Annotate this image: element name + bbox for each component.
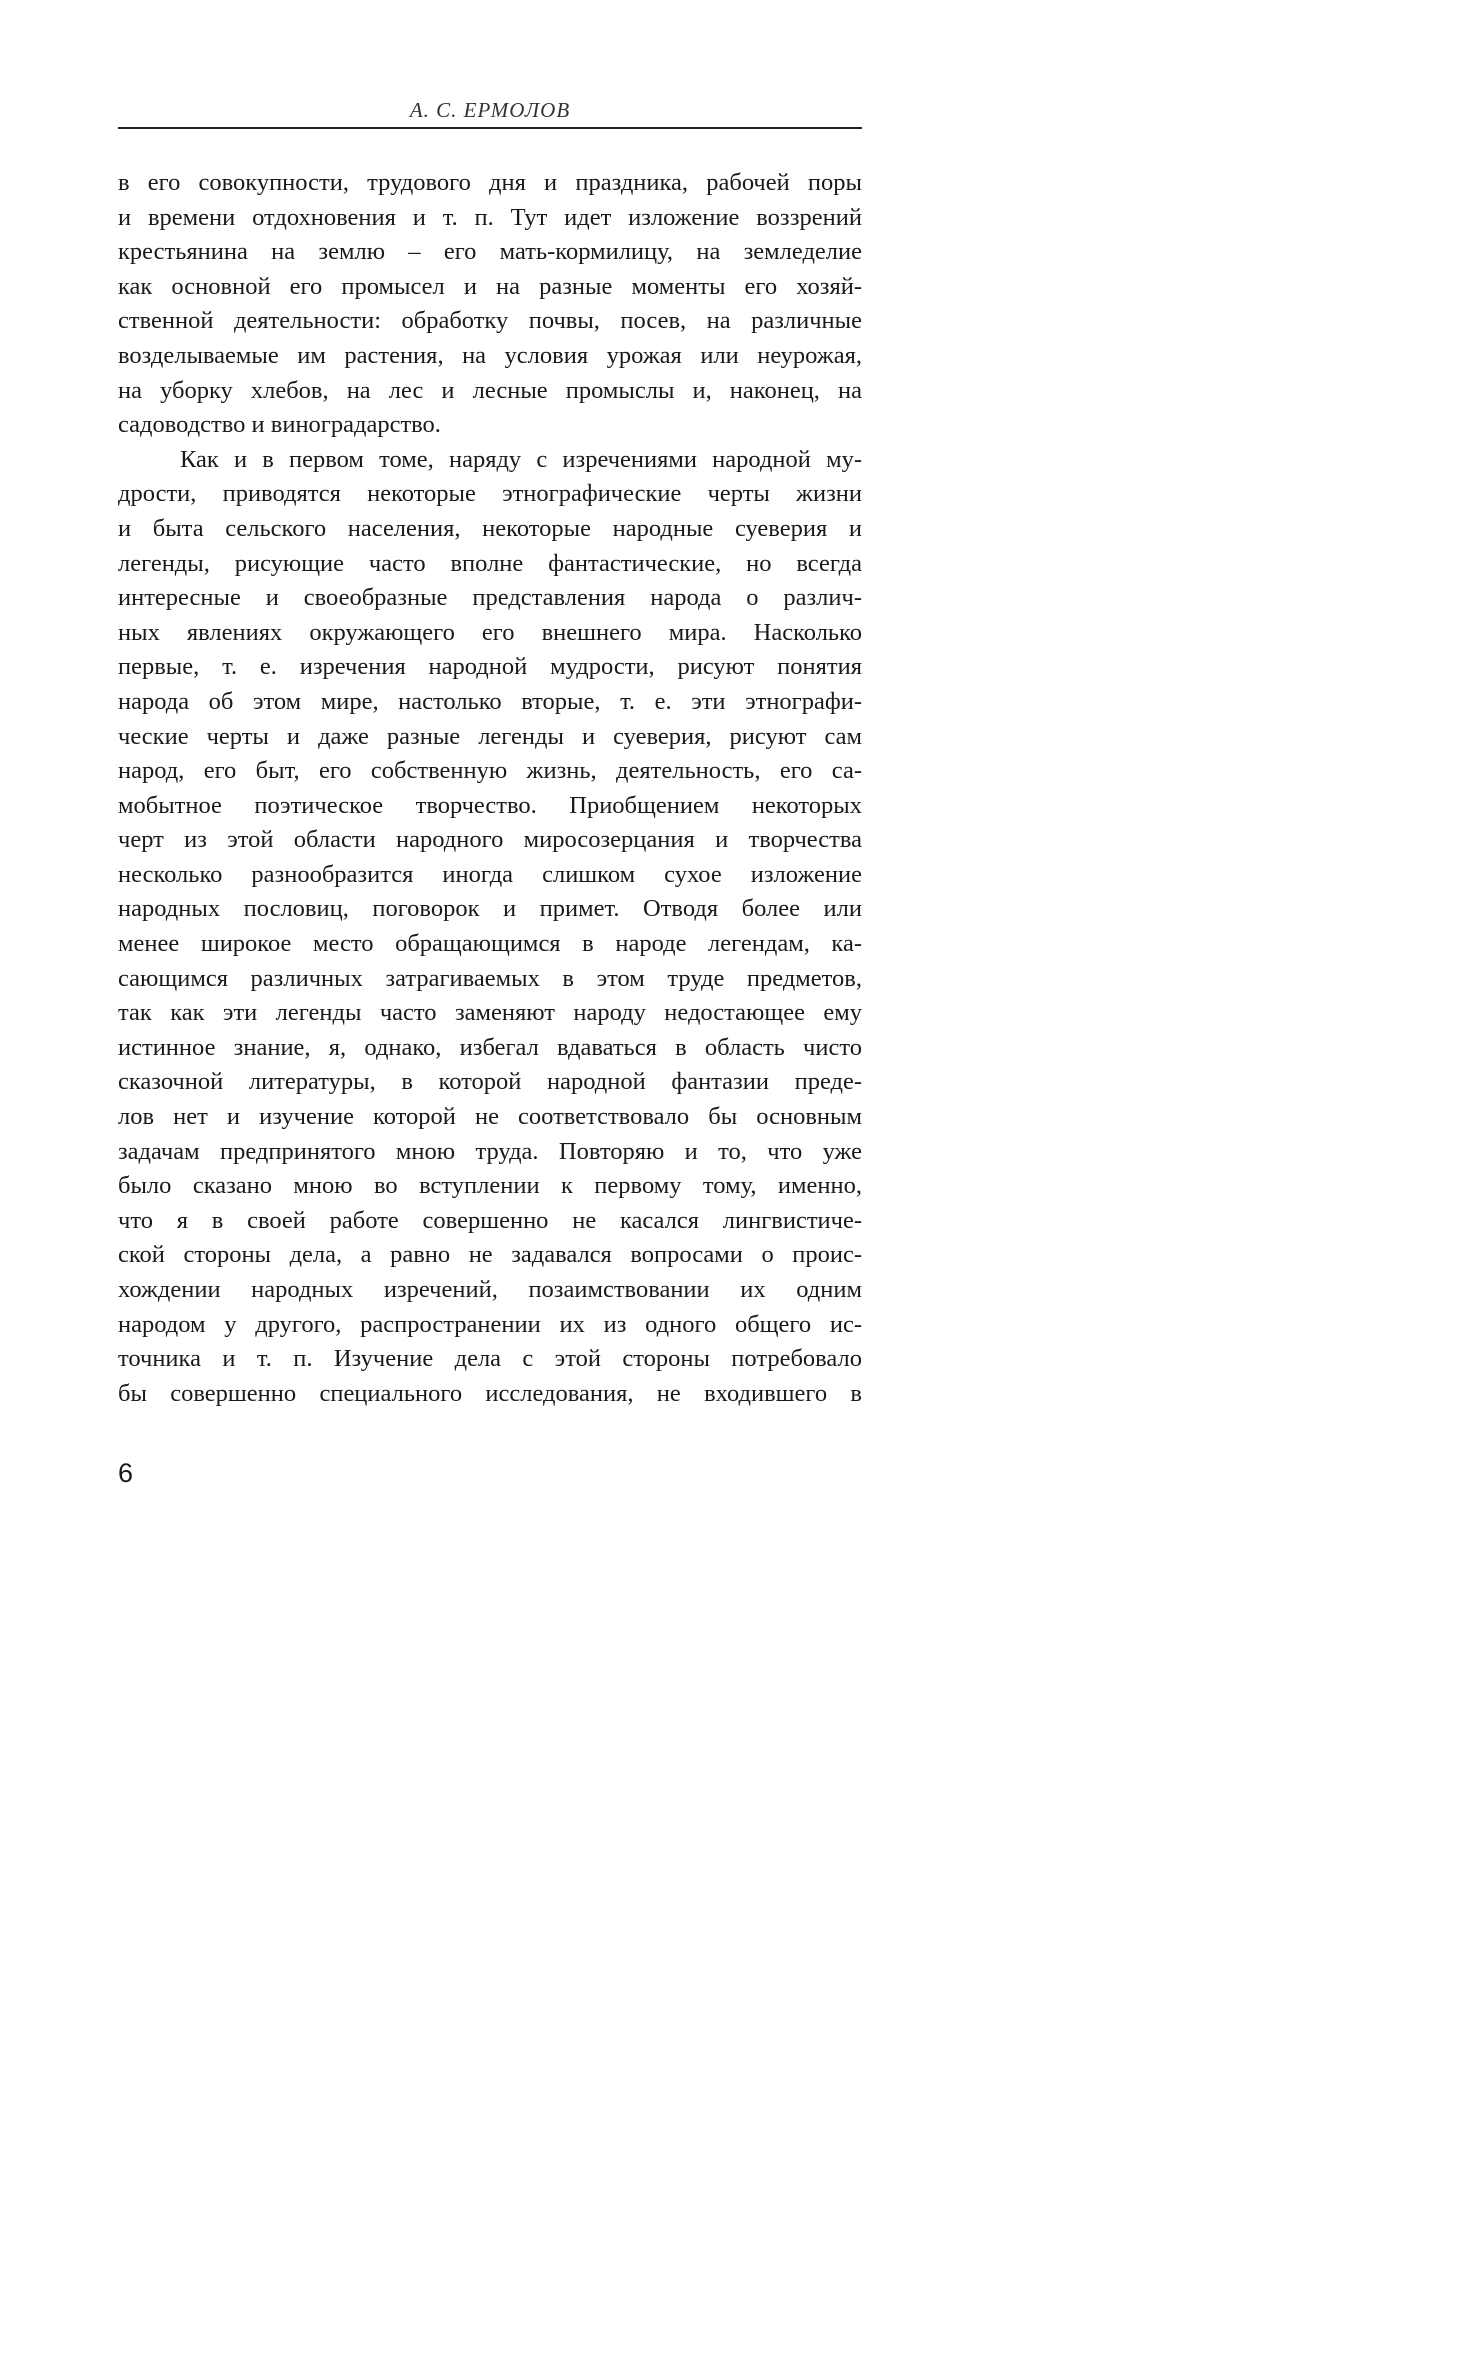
text-line: несколько разнообразится иногда слишком сухое изложение	[118, 860, 862, 888]
text-line: так как эти легенды часто заменяют народу недостающее ему	[118, 999, 862, 1027]
paragraph-1	[118, 166, 862, 443]
text-line: лов нет и изучение которой не соответствовало бы основным	[118, 1103, 862, 1131]
text-line: дрости, приводятся некоторые этнографические черты жизни	[118, 480, 862, 508]
text-line: интересные и своеобразные представления народа о различ-	[118, 584, 862, 612]
running-head: А. С. ЕРМОЛОВ	[409, 98, 571, 122]
text-line: крестьянина на землю – его мать-кормилицу, на земледелие	[118, 238, 862, 266]
text-line: возделываемые им растения, на условия урожая или неурожая,	[118, 341, 862, 369]
paragraph-2	[118, 443, 862, 1412]
text-line: бы совершенно специального исследования, не входившего в	[118, 1379, 862, 1407]
text-line: ческие черты и даже разные легенды и суеверия, рисуют сам	[118, 722, 862, 750]
text-line: ственной деятельности: обработку почвы, посев, на различные	[118, 307, 862, 335]
text-line: садоводство и виноградарство.	[118, 411, 441, 439]
text-line: первые, т. е. изречения народной мудрости, рисуют понятия	[118, 653, 862, 681]
header-rule	[118, 127, 862, 129]
text-line: как основной его промысел и на разные моменты его хозяй-	[118, 272, 862, 300]
text-line: что я в своей работе совершенно не касался лингвистиче-	[118, 1206, 862, 1234]
text-line: задачам предпринятого мною труда. Повторяю и то, что уже	[118, 1137, 862, 1165]
text-line: черт из этой области народного миросозерцания и творчества	[118, 826, 862, 854]
text-line: ных явлениях окружающего его внешнего мира. Насколько	[118, 618, 862, 646]
text-line: хождении народных изречений, позаимствовании их одним	[118, 1276, 862, 1303]
text-line: народа об этом мире, настолько вторые, т. е. эти этнографи-	[118, 687, 862, 715]
text-line: было сказано мною во вступлении к первому тому, именно,	[118, 1172, 862, 1200]
text-line: Как и в первом томе, наряду с изречениями народной му-	[180, 445, 862, 473]
text-line: и быта сельского населения, некоторые народные суеверия и	[118, 514, 862, 542]
text-line: истинное знание, я, однако, избегал вдаваться в область чисто	[118, 1033, 862, 1061]
text-line: легенды, рисующие часто вполне фантастические, но всегда	[118, 549, 862, 577]
text-line: на уборку хлебов, на лес и лесные промыслы и, наконец, на	[118, 376, 862, 404]
text-line: народом у другого, распространении их из одного общего ис-	[118, 1310, 862, 1338]
text-line: в его совокупности, трудового дня и праздника, рабочей поры	[118, 169, 862, 196]
text-line: мобытное поэтическое творчество. Приобщением некоторых	[118, 791, 862, 819]
text-line: народ, его быт, его собственную жизнь, деятельность, его са-	[118, 757, 862, 785]
text-line: точника и т. п. Изучение дела с этой стороны потребовало	[118, 1345, 862, 1373]
text-line: сказочной литературы, в которой народной фантазии преде-	[118, 1068, 862, 1096]
page-number: 6	[118, 1458, 134, 1488]
text-line: и времени отдохновения и т. п. Тут идет изложение воззрений	[118, 203, 862, 231]
body-text	[118, 166, 862, 1411]
text-line: ской стороны дела, а равно не задавался вопросами о проис-	[118, 1241, 862, 1269]
text-line: менее широкое место обращающимся в народе легендам, ка-	[118, 930, 862, 958]
text-line: народных пословиц, поговорок и примет. Отводя более или	[118, 895, 862, 923]
text-line: сающимся различных затрагиваемых в этом труде предметов,	[118, 964, 862, 992]
